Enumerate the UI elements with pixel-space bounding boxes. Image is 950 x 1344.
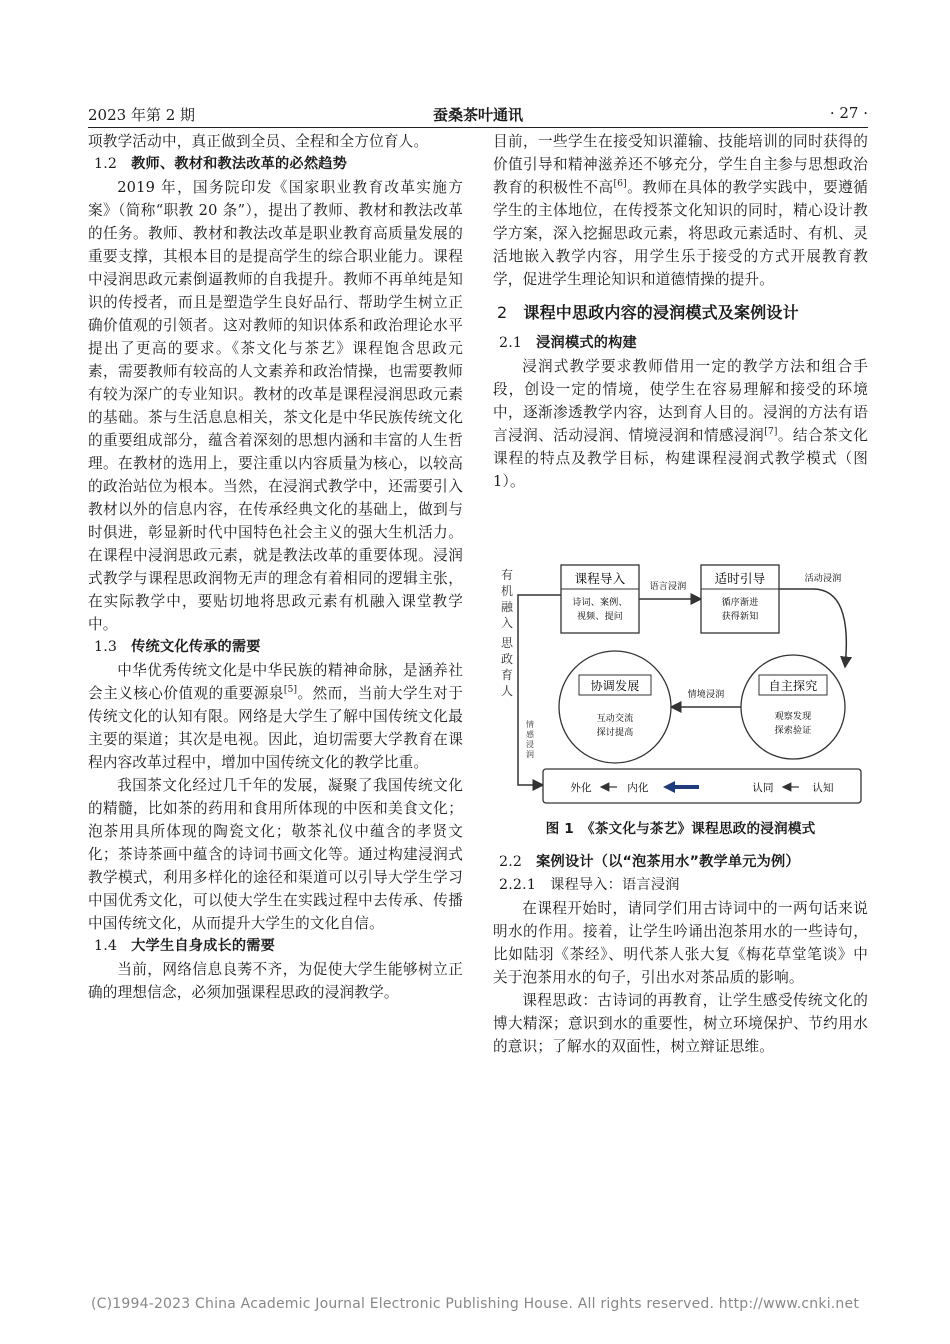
b-know: 认知	[812, 782, 834, 794]
left-column	[88, 130, 463, 1004]
header-rule	[88, 127, 868, 128]
copyright-footer: (C)1994-2023 China Academic Journal Electronic Publishing House. All rights reserved. http://www.cnki.net	[90, 1296, 860, 1312]
arrow1-label: 语言浸润	[649, 582, 687, 592]
figure-1-diagram	[493, 507, 868, 812]
c2-body-2: 探索验证	[774, 726, 812, 736]
box2-body-2: 获得新知	[721, 612, 759, 622]
b-outer: 外化	[570, 782, 592, 794]
b-inner: 内化	[627, 782, 649, 794]
paragraph: 浸润式教学要求教师借用一定的教学方法和组合手段，创设一定的情境，使学生在容易理解和接受的环境中，逐渐渗透教学内容，达到育人目的。浸润的方法有语言浸润、活动浸润、情境浸润和情感浸润[7]。结合茶文化课程的特点及教学目标，构建课程浸润式教学模式（图 1）。	[493, 358, 869, 490]
left-loop-arrow	[518, 595, 561, 785]
section-heading-2-2: 2.2 案例设计（以“泡茶用水”教学单元为例）	[499, 854, 800, 870]
journal-title: 蚕桑茶叶通讯	[432, 106, 523, 124]
circle-coordinate	[559, 651, 671, 763]
side-label: 有机融入 思政育人	[501, 568, 514, 698]
paragraph: 我国茶文化经过几千年的发展，凝聚了我国传统文化的精髓，比如茶的药用和食用所体现的中医和美食文化；泡茶用具所体现的陶瓷文化；敬茶礼仪中蕴含的孝贤文化；茶诗茶画中蕴含的诗词书画文化等。通过构建浸润式教学模式，利用多样化的途径和渠道可以引导大学生学习中国优秀文化，可以使大学生在实践过程中去传承、传播中国传统文化，从而提升大学生的文化自信。	[88, 777, 463, 932]
circle-self-explore	[741, 655, 845, 759]
section-heading-2: 2 课程中思政内容的浸润模式及案例设计	[497, 303, 799, 322]
paragraph: 在课程开始时，请同学们用古诗词中的一两句话来说明水的作用。接着，让学生吟诵出泡茶用水的一些诗句，比如陆羽《茶经》、明代茶人张大复《梅花草堂笔谈》中关于泡茶用水的句子，引出水对茶品质的影响。	[493, 900, 868, 986]
c1-body-1: 互动交流	[596, 714, 634, 724]
arrow4-label: 情感浸润	[526, 720, 535, 759]
section-heading-1-3: 1.3 传统文化传承的需要	[94, 639, 261, 655]
page-number: · 27 ·	[829, 104, 868, 122]
paragraph: 课程思政：古诗词的再教育，让学生感受传统文化的博大精深；意识到水的重要性，树立环境保护、节约用水的意识；了解水的双面性，树立辩证思维。	[493, 992, 868, 1055]
figure-caption: 图 1 《茶文化与茶艺》课程思政的浸润模式	[545, 821, 816, 837]
figure-1-svg	[493, 507, 868, 812]
box1-body-2: 视频、提问	[576, 612, 624, 622]
c2-title: 自主探究	[768, 679, 818, 693]
citation: [5]	[283, 685, 298, 696]
b-recog: 认同	[752, 782, 774, 794]
paragraph: 中华优秀传统文化是中华民族的精神命脉，是涵养社会主义核心价值观的重要源泉[5]。然而，当前大学生对于传统文化的认知有限。网络是大学生了解中国传统文化最主要的渠道；其次是电视。因此，迫切需要大学教育在课程内容改革过程中，增加中国传统文化的教学比重。	[88, 662, 463, 771]
paragraph: 目前，一些学生在接受知识灌输、技能培训的同时获得的价值引导和精神滋养还不够充分，学生自主参与思想政治教育的积极性不高[6]。教师在具体的教学实践中，要遵循学生的主体地位，在传授茶文化知识的同时，精心设计教学方案，深入挖掘思政元素，将思政元素适时、有机、灵活地嵌入教学内容，用学生乐于接受的方式开展教育教学，促进学生理论知识和道德情操的提升。	[493, 133, 868, 288]
box1-title: 课程导入	[574, 571, 626, 586]
paragraph: 当前，网络信息良莠不齐，为促使大学生能够树立正确的理想信念，必须加强课程思政的浸润教学。	[88, 961, 463, 1001]
running-header	[88, 100, 868, 128]
citation: [7]	[764, 427, 778, 438]
section-heading-1-4: 1.4 大学生自身成长的需要	[94, 938, 276, 954]
paragraph: 2019 年，国务院印发《国家职业教育改革实施方案》（简称“职教 20 条”），提出了教师、教材和教法改革的任务。教师、教材和教法改革是职业教育高质量发展的重要支撑，其根本目的是提高学生的综合职业能力。课程中浸润思政元素倒逼教师的自我提升。教师不再单纯是知识的传授者，而且是塑造学生良好品行、帮助学生树立正确价值观的引领者。这对教师的知识体系和政治理论水平提出了更高的要求。《茶文化与茶艺》课程饱含思政元素，需要教师有较高的人文素养和政治情操，也需要教师有较为深广的专业知识。教材的改革是课程浸润思政元素的基础。茶与生活息息相关，茶文化是中华民族传统文化的重要组成部分，蕴含着深刻的思想内涵和丰富的人生哲理。在教材的选用上，要注重以内容质量为核心，以较高的政治站位为根本。当然，在浸润式教学中，还需要引入教材以外的信息内容，在传承经典文化的基础上，做到与时俱进，彰显新时代中国特色社会主义的强大生机活力。在课程中浸润思政元素，就是教法改革的重要体现。浸润式教学与课程思政润物无声的理念有着相同的逻辑主张，在实际教学中，要贴切地将思政元素有机融入课堂教学中。	[88, 179, 463, 633]
box2-title: 适时引导	[714, 571, 766, 586]
right-column	[493, 130, 868, 1058]
section-heading-2-1: 2.1 浸润模式的构建	[499, 335, 637, 351]
issue-label: 2023 年第 2 期	[88, 106, 196, 124]
box1-body-1: 诗词、案例、	[572, 598, 628, 608]
section-heading-2-2-1: 2.2.1 课程导入：语言浸润	[499, 877, 680, 893]
citation: [6]	[613, 179, 627, 190]
c1-title: 协调发展	[590, 679, 640, 693]
box2-body-1: 循序渐进	[721, 598, 759, 608]
arrow3-label: 情境浸润	[687, 690, 725, 700]
c1-body-2: 探讨提高	[596, 728, 634, 738]
paragraph: 项教学活动中，真正做到全员、全程和全方位育人。	[88, 133, 429, 150]
arrow2-label: 活动浸润	[804, 574, 842, 584]
c2-body-1: 观察发现	[774, 712, 812, 722]
section-heading-1-2: 1.2 教师、教材和教法改革的必然趋势	[94, 156, 347, 172]
